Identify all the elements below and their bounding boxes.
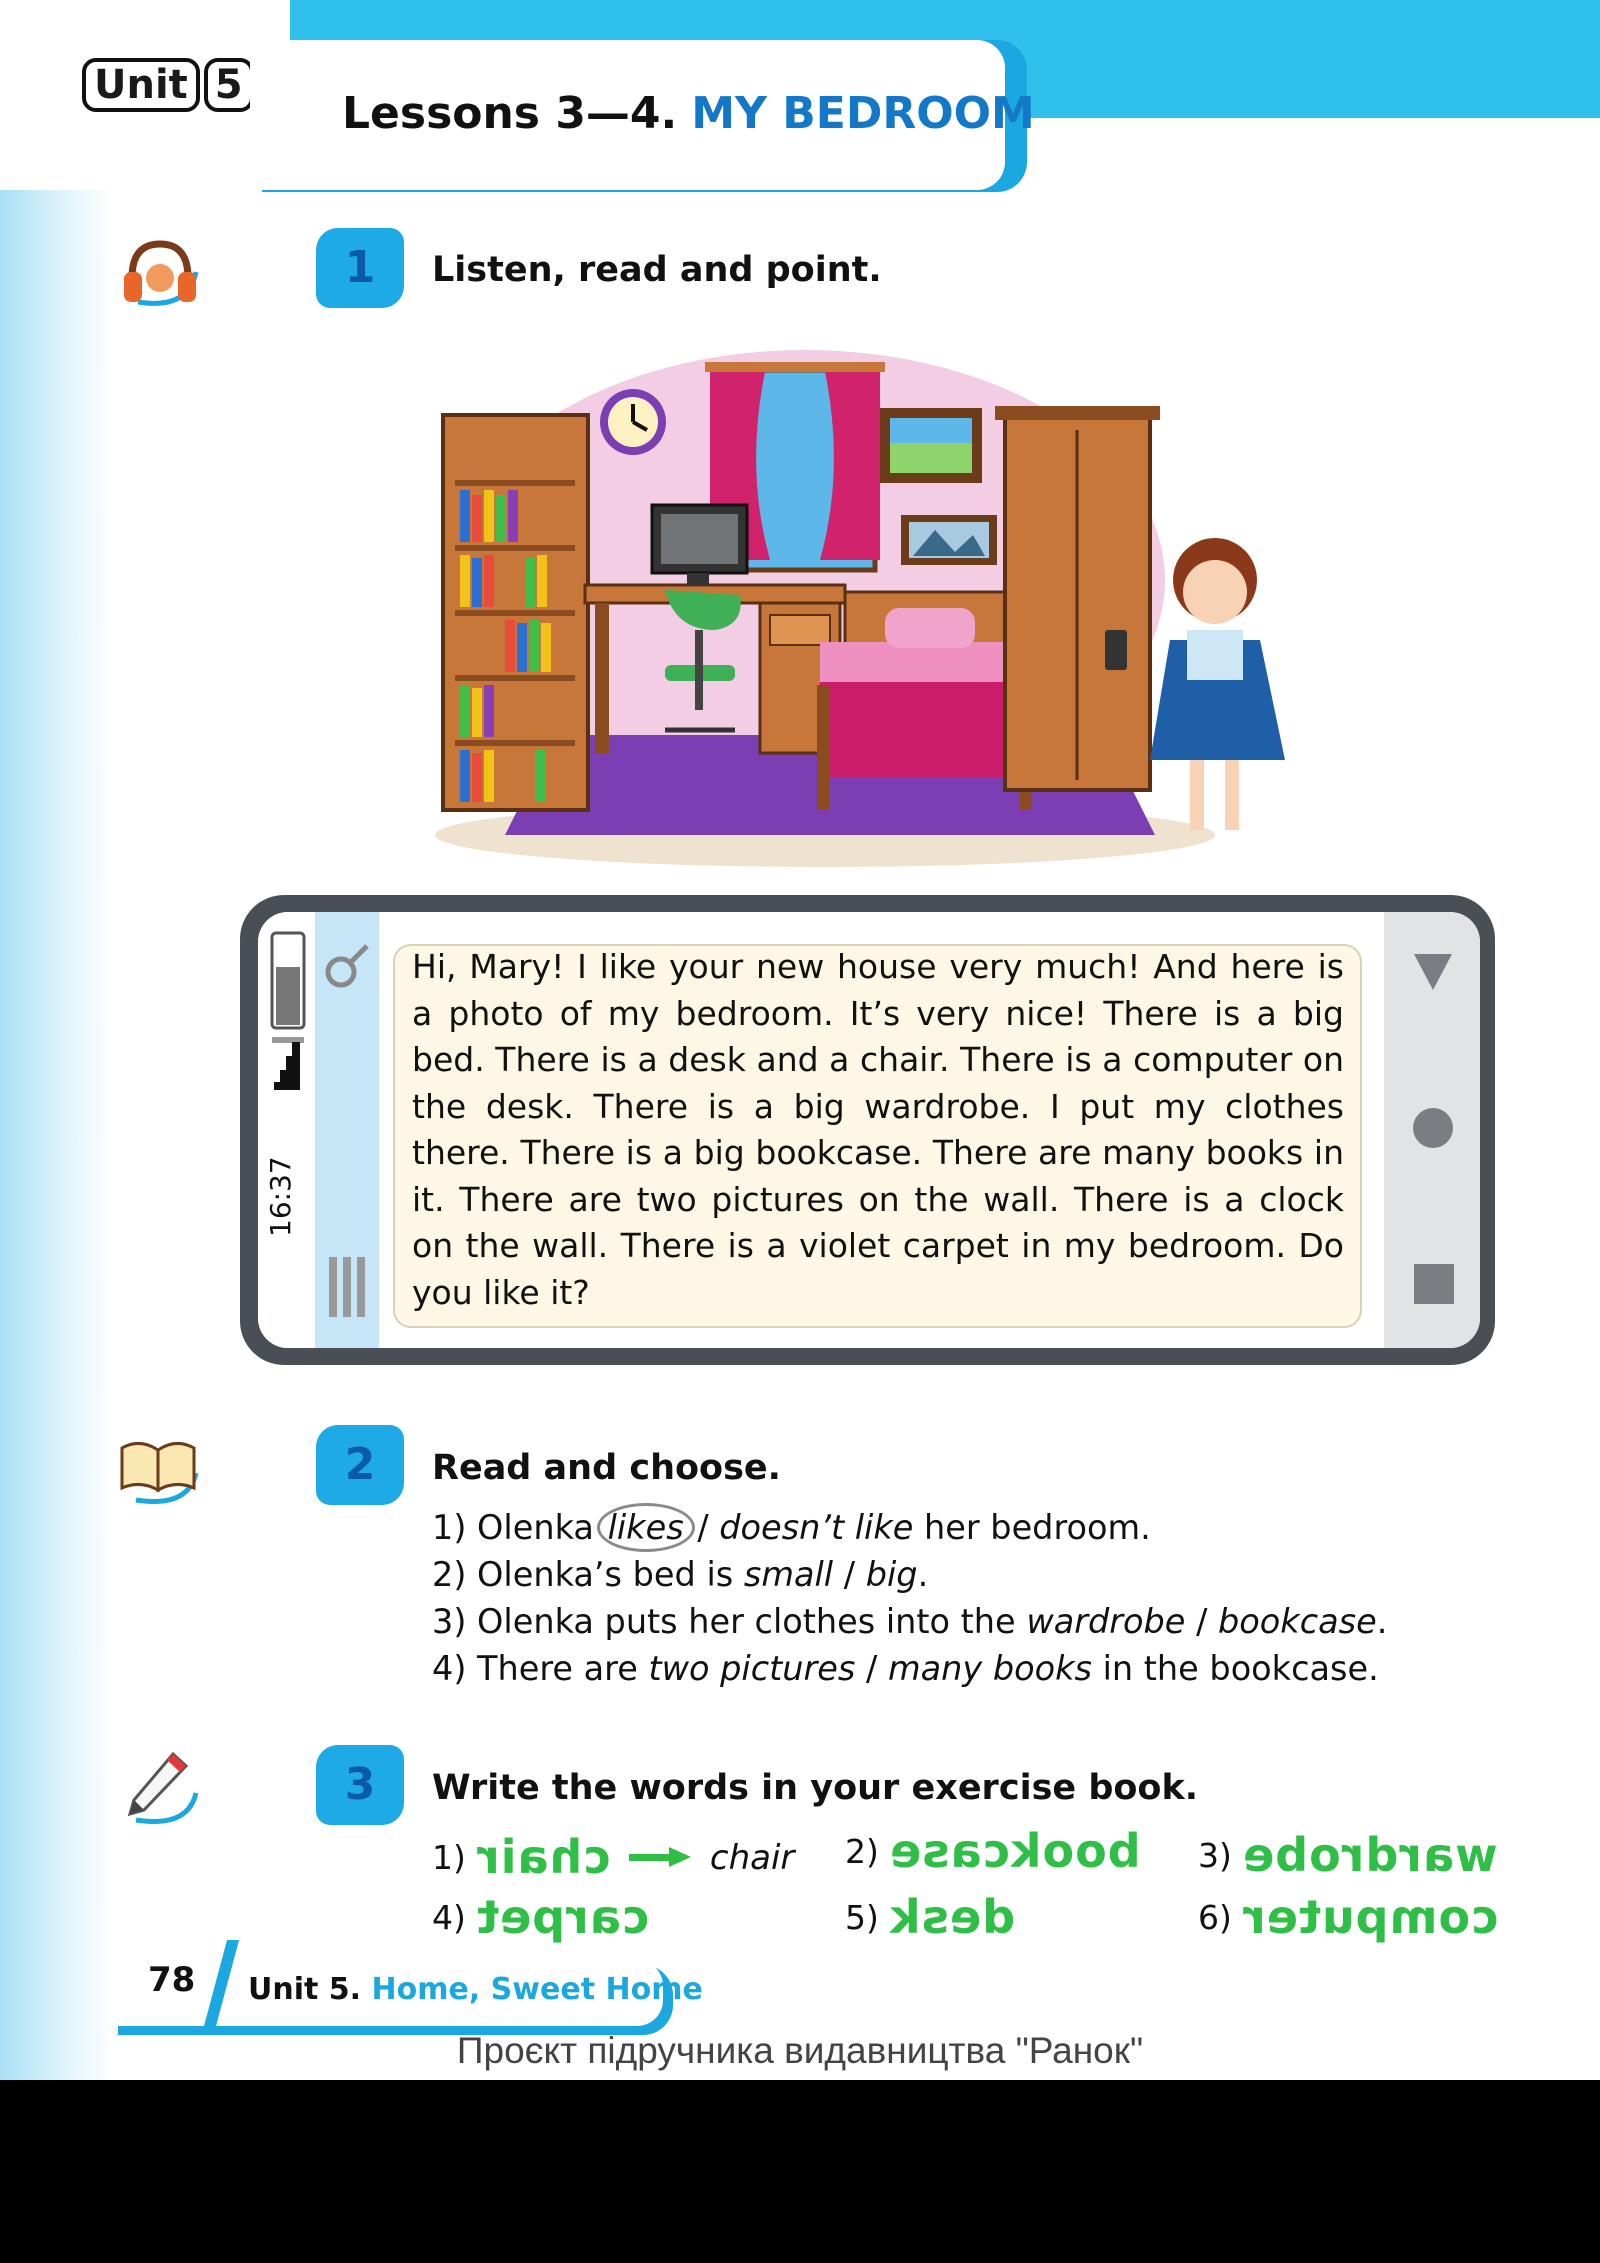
word-item-5 — [845, 1890, 1015, 1944]
choose-item-3 — [432, 1598, 1387, 1645]
word-number: 5) — [845, 1898, 879, 1937]
choose-item-1 — [432, 1504, 1387, 1551]
word-number: 6) — [1198, 1898, 1232, 1937]
word-item-3 — [1198, 1828, 1498, 1882]
mirror-words — [432, 1820, 1512, 1960]
mirrored-word: carpet — [476, 1890, 650, 1944]
item-text: Olenka’s bed is — [477, 1555, 734, 1594]
unit-word: Unit — [82, 58, 200, 112]
headphones-icon — [118, 232, 200, 314]
exercise-3-instruction: Write the words in your exercise book. — [432, 1768, 1199, 1808]
item-text: Olenka puts her clothes into the — [477, 1602, 1016, 1641]
word-number: 1) — [432, 1838, 466, 1877]
lesson-label: Lessons 3—4. — [342, 88, 678, 139]
item-text: . — [917, 1555, 929, 1594]
item-number: 4) — [432, 1649, 467, 1688]
message-text: Hi, Mary! I like your new house very much! And here is a photo of my bedroom. It’s very nice! There is a big bed. There is a desk and a chair. There is a computer on the desk. There is a big wardrobe. I put my clothes there. There is a big bookcase. There are many books in it. There are two pictures on the wall. There is a clock on the wall. There is a violet carpet in my bedroom. Do you like it? — [412, 947, 1344, 1312]
home-circle-icon[interactable] — [1412, 1107, 1454, 1149]
phone-side-strip — [315, 912, 379, 1348]
search-icon[interactable] — [323, 942, 371, 990]
mirrored-word: wardrobe — [1242, 1828, 1498, 1882]
choose-list — [432, 1504, 1387, 1692]
battery-icon — [268, 927, 308, 1057]
unit-badge — [82, 58, 254, 112]
word-number: 3) — [1198, 1836, 1232, 1875]
lesson-topic: MY BEDROOM — [691, 88, 1035, 139]
word-item-2 — [845, 1824, 1141, 1878]
option[interactable]: wardrobe — [1026, 1602, 1186, 1641]
open-book-icon — [118, 1428, 200, 1510]
arrow-icon — [629, 1847, 691, 1867]
item-text: her bedroom. — [924, 1508, 1151, 1547]
side-gradient — [0, 0, 115, 2080]
option[interactable]: many books — [887, 1649, 1092, 1688]
exercise-1-number: 1 — [316, 228, 404, 308]
phone-time: 16:37 — [264, 1156, 297, 1237]
answer-word: chair — [709, 1838, 795, 1878]
project-note: Проєкт підручника видавництва "Ранок" — [456, 2030, 1144, 2071]
choose-item-4 — [432, 1645, 1387, 1692]
item-text: There are — [477, 1649, 638, 1688]
word-item-6 — [1198, 1890, 1499, 1944]
pencil-icon — [118, 1748, 200, 1830]
option-separator: / — [1196, 1602, 1208, 1641]
item-text: Olenka — [477, 1508, 594, 1547]
exercise-3-number: 3 — [316, 1745, 404, 1825]
footer-unit — [248, 1972, 703, 2007]
page-number: 78 — [148, 1960, 196, 2000]
option[interactable]: bookcase — [1218, 1602, 1377, 1641]
recent-square-icon[interactable] — [1414, 1264, 1454, 1304]
unit-number: 5 — [204, 58, 254, 112]
option-separator: / — [843, 1555, 856, 1594]
lesson-title — [342, 88, 1035, 139]
item-text: in the bookcase. — [1102, 1649, 1379, 1688]
option-circled[interactable]: likes — [597, 1503, 695, 1552]
phone-status-bar — [258, 912, 315, 1348]
word-item-4 — [432, 1890, 649, 1944]
item-number: 2) — [432, 1555, 467, 1594]
choose-item-2 — [432, 1551, 1387, 1598]
mirrored-word: bookcase — [889, 1824, 1141, 1878]
option-separator: / — [866, 1649, 878, 1688]
phone-nav-bar — [1384, 912, 1480, 1348]
signal-icon — [272, 1042, 302, 1092]
option[interactable]: small — [743, 1555, 834, 1594]
word-number: 4) — [432, 1898, 466, 1937]
mirrored-word: chair — [476, 1830, 611, 1884]
footer-unit-label: Unit 5. — [248, 1972, 362, 2007]
exercise-2-number: 2 — [316, 1425, 404, 1505]
mirrored-word: desk — [889, 1890, 1016, 1944]
exercise-2-instruction: Read and choose. — [432, 1448, 781, 1488]
footer-unit-title: Home, Sweet Home — [371, 1972, 703, 2007]
word-item-1 — [432, 1830, 794, 1884]
mirrored-word: computer — [1242, 1890, 1499, 1944]
bedroom-illustration — [425, 330, 1285, 870]
option-separator: / — [697, 1508, 709, 1547]
menu-lines-icon[interactable] — [327, 1257, 367, 1317]
exercise-1-instruction: Listen, read and point. — [432, 250, 882, 290]
item-number: 1) — [432, 1508, 467, 1547]
word-number: 2) — [845, 1832, 879, 1871]
option[interactable]: two pictures — [648, 1649, 856, 1688]
item-text: . — [1376, 1602, 1388, 1641]
back-triangle-icon[interactable] — [1412, 950, 1454, 992]
item-number: 3) — [432, 1602, 467, 1641]
option[interactable]: big — [865, 1555, 918, 1594]
option[interactable]: doesn’t like — [719, 1508, 914, 1547]
